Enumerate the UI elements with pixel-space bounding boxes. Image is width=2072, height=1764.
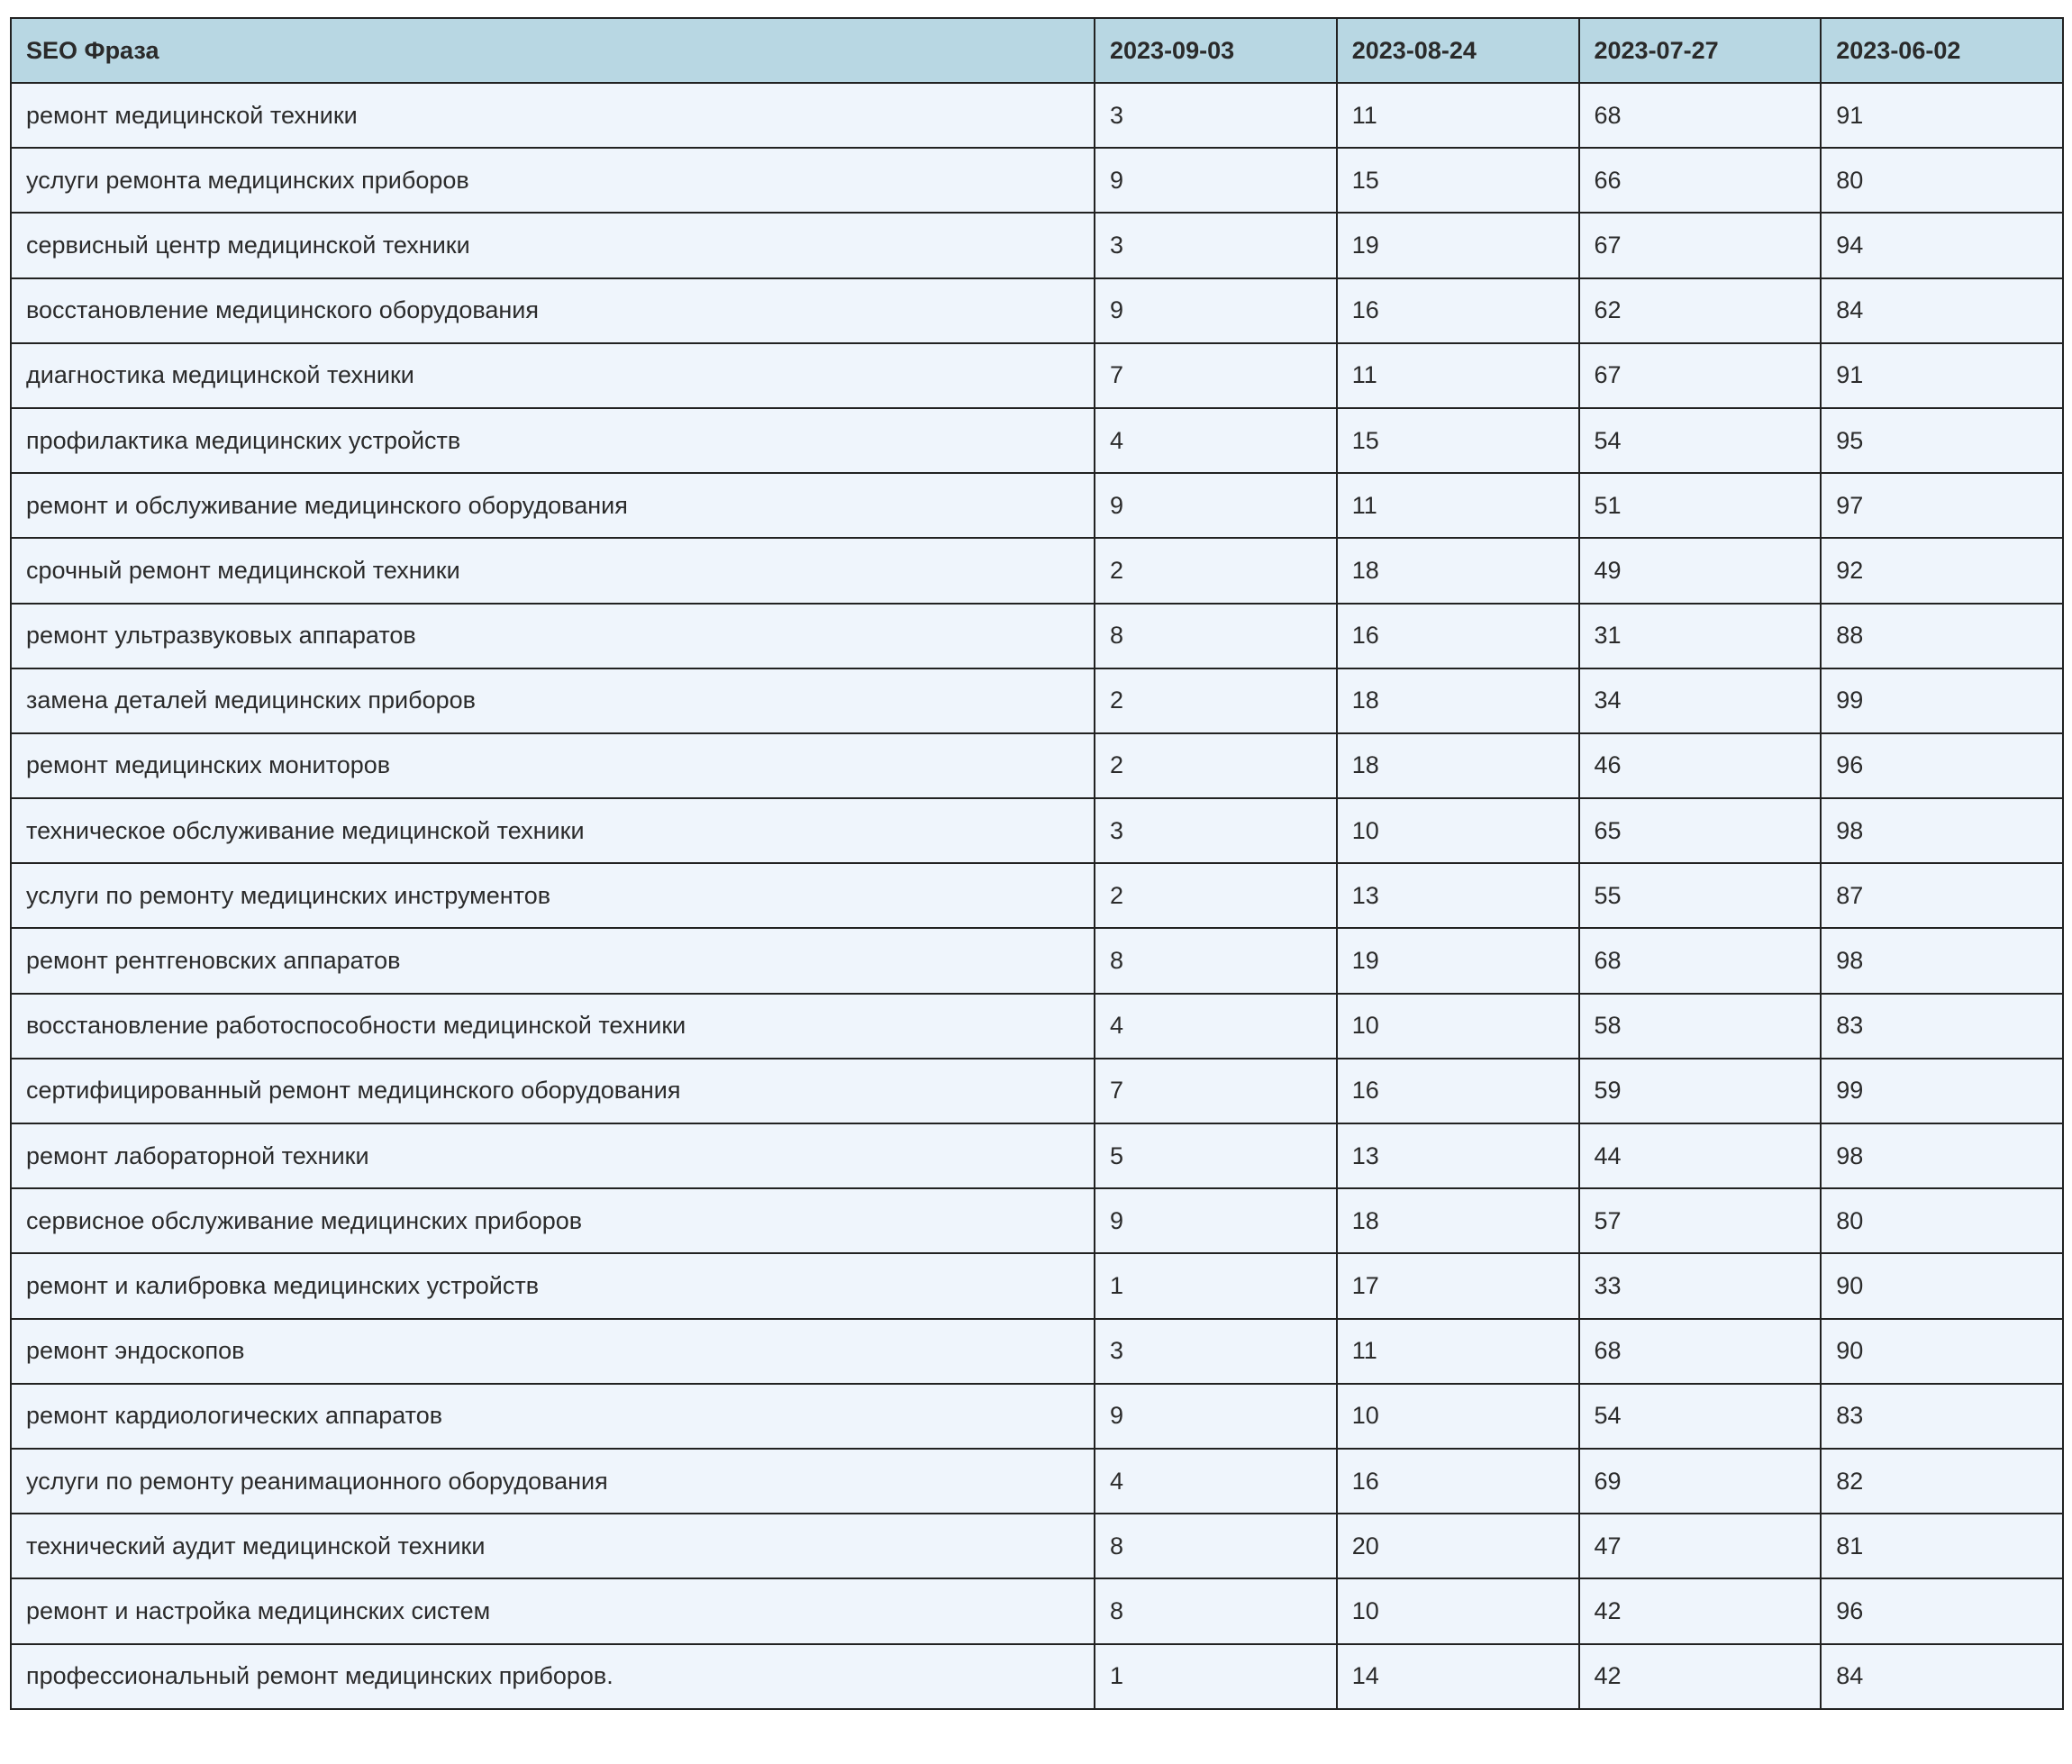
table-row [11, 408, 2063, 473]
rank-cell: 42 [1579, 1644, 1822, 1709]
rank-cell: 33 [1579, 1253, 1822, 1318]
seo-phrase-cell: восстановление медицинского оборудования [11, 278, 1095, 343]
rank-cell: 80 [1821, 148, 2063, 213]
seo-phrase-cell: ремонт медицинской техники [11, 83, 1095, 148]
rank-cell: 84 [1821, 1644, 2063, 1709]
rank-cell: 99 [1821, 1059, 2063, 1123]
seo-phrase-cell: срочный ремонт медицинской техники [11, 538, 1095, 603]
rank-cell: 10 [1337, 994, 1579, 1059]
rank-cell: 34 [1579, 668, 1822, 733]
rank-cell: 18 [1337, 733, 1579, 798]
rank-cell: 3 [1095, 83, 1337, 148]
rank-cell: 49 [1579, 538, 1822, 603]
rank-cell: 55 [1579, 863, 1822, 928]
rank-cell: 11 [1337, 343, 1579, 408]
rank-cell: 92 [1821, 538, 2063, 603]
rank-cell: 8 [1095, 604, 1337, 668]
rank-cell: 68 [1579, 83, 1822, 148]
table-row [11, 148, 2063, 213]
rank-cell: 1 [1095, 1253, 1337, 1318]
header-row [11, 18, 2063, 83]
rank-cell: 5 [1095, 1123, 1337, 1188]
header-date: 2023-09-03 [1095, 18, 1337, 83]
seo-phrase-cell: техническое обслуживание медицинской техники [11, 798, 1095, 863]
seo-phrase-cell: диагностика медицинской техники [11, 343, 1095, 408]
table-row [11, 1319, 2063, 1384]
seo-phrase-cell: профессиональный ремонт медицинских приборов. [11, 1644, 1095, 1709]
table-row [11, 473, 2063, 538]
rank-cell: 84 [1821, 278, 2063, 343]
rank-cell: 59 [1579, 1059, 1822, 1123]
rank-cell: 4 [1095, 1449, 1337, 1514]
rank-cell: 19 [1337, 928, 1579, 993]
rank-cell: 10 [1337, 1578, 1579, 1643]
rank-cell: 18 [1337, 1188, 1579, 1253]
rank-cell: 54 [1579, 408, 1822, 473]
rank-cell: 83 [1821, 994, 2063, 1059]
rank-cell: 69 [1579, 1449, 1822, 1514]
table-row [11, 863, 2063, 928]
table-row [11, 1188, 2063, 1253]
seo-phrase-cell: ремонт медицинских мониторов [11, 733, 1095, 798]
table-body [11, 83, 2063, 1709]
table-row [11, 1253, 2063, 1318]
table-row [11, 733, 2063, 798]
rank-cell: 67 [1579, 213, 1822, 277]
table-row [11, 798, 2063, 863]
seo-phrase-cell: сервисный центр медицинской техники [11, 213, 1095, 277]
rank-cell: 91 [1821, 83, 2063, 148]
rank-cell: 8 [1095, 928, 1337, 993]
rank-cell: 96 [1821, 733, 2063, 798]
rank-cell: 58 [1579, 994, 1822, 1059]
table-row [11, 1384, 2063, 1449]
rank-cell: 3 [1095, 213, 1337, 277]
rank-cell: 9 [1095, 1188, 1337, 1253]
rank-cell: 9 [1095, 278, 1337, 343]
rank-cell: 62 [1579, 278, 1822, 343]
rank-cell: 18 [1337, 668, 1579, 733]
rank-cell: 10 [1337, 1384, 1579, 1449]
rank-cell: 2 [1095, 863, 1337, 928]
rank-cell: 4 [1095, 994, 1337, 1059]
table-row [11, 668, 2063, 733]
rank-cell: 19 [1337, 213, 1579, 277]
seo-phrase-cell: услуги по ремонту реанимационного оборудования [11, 1449, 1095, 1514]
seo-phrase-cell: ремонт и обслуживание медицинского оборудования [11, 473, 1095, 538]
seo-phrase-cell: ремонт и калибровка медицинских устройств [11, 1253, 1095, 1318]
rank-cell: 44 [1579, 1123, 1822, 1188]
table-row [11, 278, 2063, 343]
rank-cell: 18 [1337, 538, 1579, 603]
table-row [11, 83, 2063, 148]
rank-cell: 10 [1337, 798, 1579, 863]
rank-cell: 4 [1095, 408, 1337, 473]
rank-cell: 80 [1821, 1188, 2063, 1253]
seo-phrase-cell: ремонт рентгеновских аппаратов [11, 928, 1095, 993]
header-seo-phrase: SEO Фраза [11, 18, 1095, 83]
rank-cell: 16 [1337, 604, 1579, 668]
rank-cell: 17 [1337, 1253, 1579, 1318]
rank-cell: 2 [1095, 668, 1337, 733]
seo-phrase-cell: ремонт ультразвуковых аппаратов [11, 604, 1095, 668]
seo-phrase-cell: восстановление работоспособности медицинской техники [11, 994, 1095, 1059]
header-date: 2023-08-24 [1337, 18, 1579, 83]
seo-phrase-cell: сервисное обслуживание медицинских приборов [11, 1188, 1095, 1253]
seo-phrase-cell: ремонт эндоскопов [11, 1319, 1095, 1384]
rank-cell: 16 [1337, 1059, 1579, 1123]
rank-cell: 99 [1821, 668, 2063, 733]
rank-cell: 96 [1821, 1578, 2063, 1643]
table-row [11, 1449, 2063, 1514]
rank-cell: 14 [1337, 1644, 1579, 1709]
rank-cell: 66 [1579, 148, 1822, 213]
rank-cell: 54 [1579, 1384, 1822, 1449]
rank-cell: 94 [1821, 213, 2063, 277]
rank-cell: 16 [1337, 1449, 1579, 1514]
seo-phrase-cell: услуги по ремонту медицинских инструментов [11, 863, 1095, 928]
rank-cell: 11 [1337, 83, 1579, 148]
rank-cell: 7 [1095, 343, 1337, 408]
rank-cell: 11 [1337, 1319, 1579, 1384]
seo-phrase-cell: профилактика медицинских устройств [11, 408, 1095, 473]
rank-cell: 13 [1337, 1123, 1579, 1188]
rank-cell: 47 [1579, 1514, 1822, 1578]
rank-cell: 42 [1579, 1578, 1822, 1643]
table-row [11, 1578, 2063, 1643]
rank-cell: 98 [1821, 798, 2063, 863]
table-row [11, 928, 2063, 993]
table-row [11, 994, 2063, 1059]
rank-cell: 2 [1095, 538, 1337, 603]
table-row [11, 538, 2063, 603]
rank-cell: 67 [1579, 343, 1822, 408]
table-row [11, 343, 2063, 408]
rank-cell: 88 [1821, 604, 2063, 668]
rank-cell: 3 [1095, 798, 1337, 863]
seo-phrase-cell: ремонт и настройка медицинских систем [11, 1578, 1095, 1643]
table-row [11, 604, 2063, 668]
seo-phrase-cell: сертифицированный ремонт медицинского оборудования [11, 1059, 1095, 1123]
rank-cell: 98 [1821, 928, 2063, 993]
rank-cell: 9 [1095, 473, 1337, 538]
seo-phrase-cell: технический аудит медицинской техники [11, 1514, 1095, 1578]
rank-cell: 15 [1337, 408, 1579, 473]
rank-cell: 15 [1337, 148, 1579, 213]
table-row [11, 1123, 2063, 1188]
header-date: 2023-06-02 [1821, 18, 2063, 83]
table-row [11, 1059, 2063, 1123]
rank-cell: 9 [1095, 148, 1337, 213]
rank-cell: 8 [1095, 1514, 1337, 1578]
rank-cell: 13 [1337, 863, 1579, 928]
rank-cell: 83 [1821, 1384, 2063, 1449]
rank-cell: 31 [1579, 604, 1822, 668]
header-date: 2023-07-27 [1579, 18, 1822, 83]
rank-cell: 87 [1821, 863, 2063, 928]
rank-cell: 1 [1095, 1644, 1337, 1709]
rank-cell: 98 [1821, 1123, 2063, 1188]
rank-cell: 2 [1095, 733, 1337, 798]
rank-cell: 11 [1337, 473, 1579, 538]
seo-phrase-cell: ремонт кардиологических аппаратов [11, 1384, 1095, 1449]
rank-cell: 68 [1579, 1319, 1822, 1384]
rank-cell: 82 [1821, 1449, 2063, 1514]
seo-phrase-cell: ремонт лабораторной техники [11, 1123, 1095, 1188]
rank-cell: 90 [1821, 1253, 2063, 1318]
seo-phrase-cell: услуги ремонта медицинских приборов [11, 148, 1095, 213]
rank-cell: 3 [1095, 1319, 1337, 1384]
rank-cell: 57 [1579, 1188, 1822, 1253]
rank-cell: 7 [1095, 1059, 1337, 1123]
rank-cell: 16 [1337, 278, 1579, 343]
rank-cell: 81 [1821, 1514, 2063, 1578]
rank-cell: 90 [1821, 1319, 2063, 1384]
seo-phrase-cell: замена деталей медицинских приборов [11, 668, 1095, 733]
table-row [11, 213, 2063, 277]
seo-rankings-table [10, 17, 2064, 1710]
rank-cell: 51 [1579, 473, 1822, 538]
rank-cell: 9 [1095, 1384, 1337, 1449]
rank-cell: 46 [1579, 733, 1822, 798]
rank-cell: 68 [1579, 928, 1822, 993]
table-row [11, 1644, 2063, 1709]
rank-cell: 20 [1337, 1514, 1579, 1578]
rank-cell: 97 [1821, 473, 2063, 538]
rank-cell: 95 [1821, 408, 2063, 473]
rank-cell: 91 [1821, 343, 2063, 408]
rank-cell: 8 [1095, 1578, 1337, 1643]
table-row [11, 1514, 2063, 1578]
rank-cell: 65 [1579, 798, 1822, 863]
